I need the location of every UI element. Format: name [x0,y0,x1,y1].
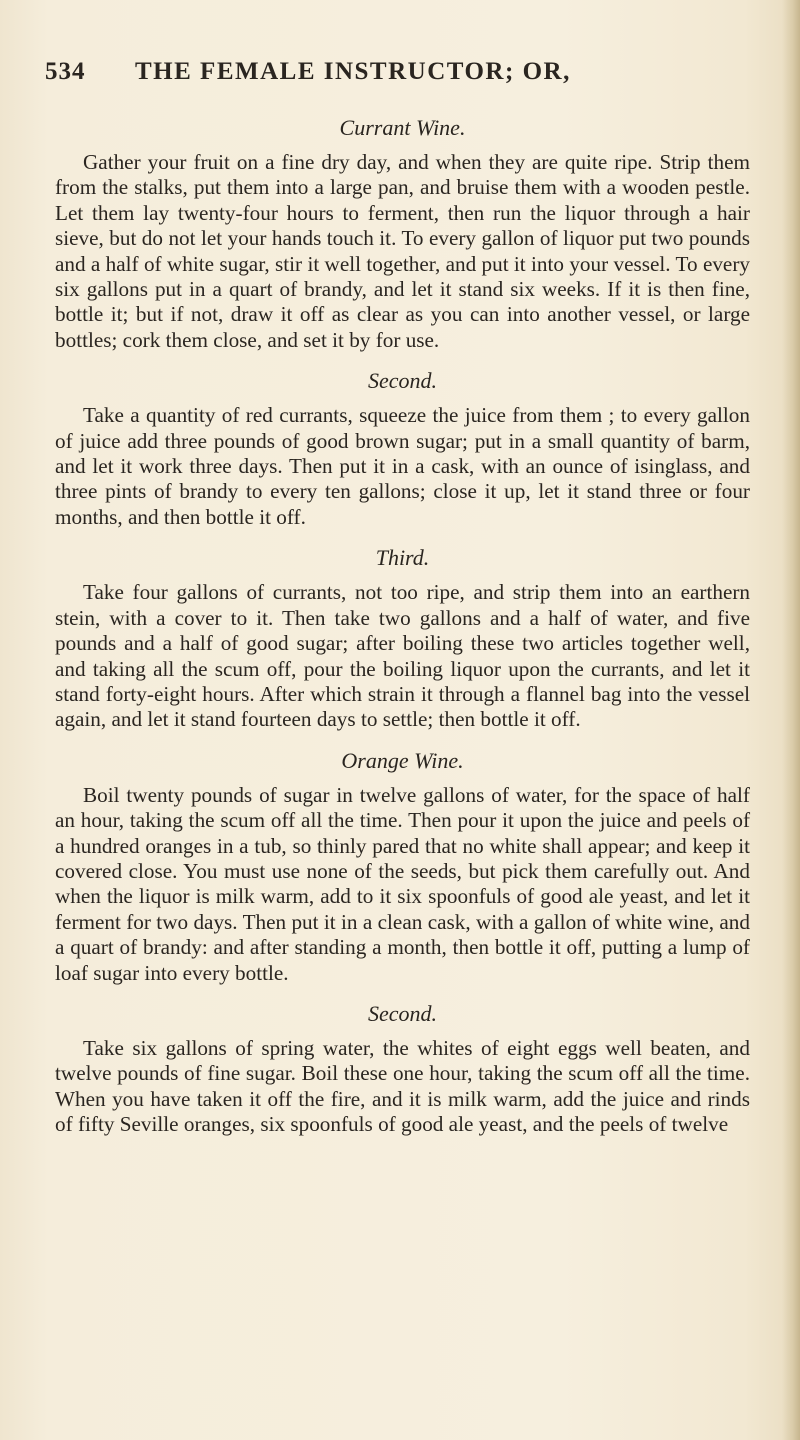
page-number: 534 [45,58,86,85]
recipe-orange-wine [55,747,750,986]
recipe-heading: Currant Wine. [339,115,466,140]
recipe-text: Gather your fruit on a fine dry day, and when they are quite ripe. Strip them from the stalks, put them into a large pan, and bruise them with a wooden pestle. Let them lay twenty-four hours to ferment, then run the liquor through a hair sieve, but do not let your hands touch it. To every gallon of liquor put two pounds and a half of white sugar, stir it well together, and put it into your vessel. To every six gallons put in a quart of brandy, and let it stand six weeks. If it is then fine, bottle it; but if not, draw it off as clear as you can into another vessel, or large bottles; cork them close, and set it by for use. [55,150,750,352]
recipe-currant-wine [55,114,750,353]
recipe-text: Take four gallons of currants, not too ripe, and strip them into an earthern stein, with a cover to it. Then take two gallons and a half of water, and five pounds and a half of good sugar; after boiling these two articles together well, and taking all the scum off, pour the boiling liquor upon the currants, and let it stand forty-eight hours. After which strain it through a flannel bag into the vessel again, and let it stand fourteen days to settle; then bottle it off. [55,580,750,732]
running-title: THE FEMALE INSTRUCTOR; OR, [135,58,571,85]
recipe-text: Boil twenty pounds of sugar in twelve gallons of water, for the space of half an hour, taking the scum off all the time. Then pour it upon the juice and peels of a hundred oranges in a tub, so thinly pared that no white shall appear; and keep it covered close. You must use none of the seeds, but pick them carefully out. And when the liquor is milk warm, add to it six spoonfuls of good ale yeast, and let it ferment for two days. Then put it in a clean cask, with a gallon of white wine, and a quart of brandy: and after standing a month, then bottle it off, putting a lump of loaf sugar into every bottle. [55,782,750,985]
recipe-orange-wine-second [55,1000,750,1138]
recipe-heading: Second. [367,1000,438,1026]
recipe-heading: Third. [375,545,430,571]
running-head [45,58,750,86]
recipe-text: Take six gallons of spring water, the whites of eight eggs well beaten, and twelve pounds of fine sugar. Boil these one hour, taking the scum off all the time. When you have taken it off the fire, and it is milk warm, add the juice and rinds of fifty Seville oranges, six spoonfuls of good ale yeast, and the peels of twelve [55,1035,750,1137]
recipe-text: Take a quantity of red currants, squeeze the juice from them ; to every gallon of juice add three pounds of good brown sugar; put in a small quantity of barm, and let it work three days. Then put it in a cask, with an ounce of isinglass, and three pints of brandy to every ten gallons; close it up, let it stand three or four months, and then bottle it off. [55,403,750,529]
page-edge-shadow [782,0,800,1440]
recipe-heading: Orange Wine. [341,747,464,773]
recipe-heading: Second. [367,368,438,394]
recipe-currant-wine-second [55,367,750,530]
recipe-currant-wine-third [55,544,750,732]
